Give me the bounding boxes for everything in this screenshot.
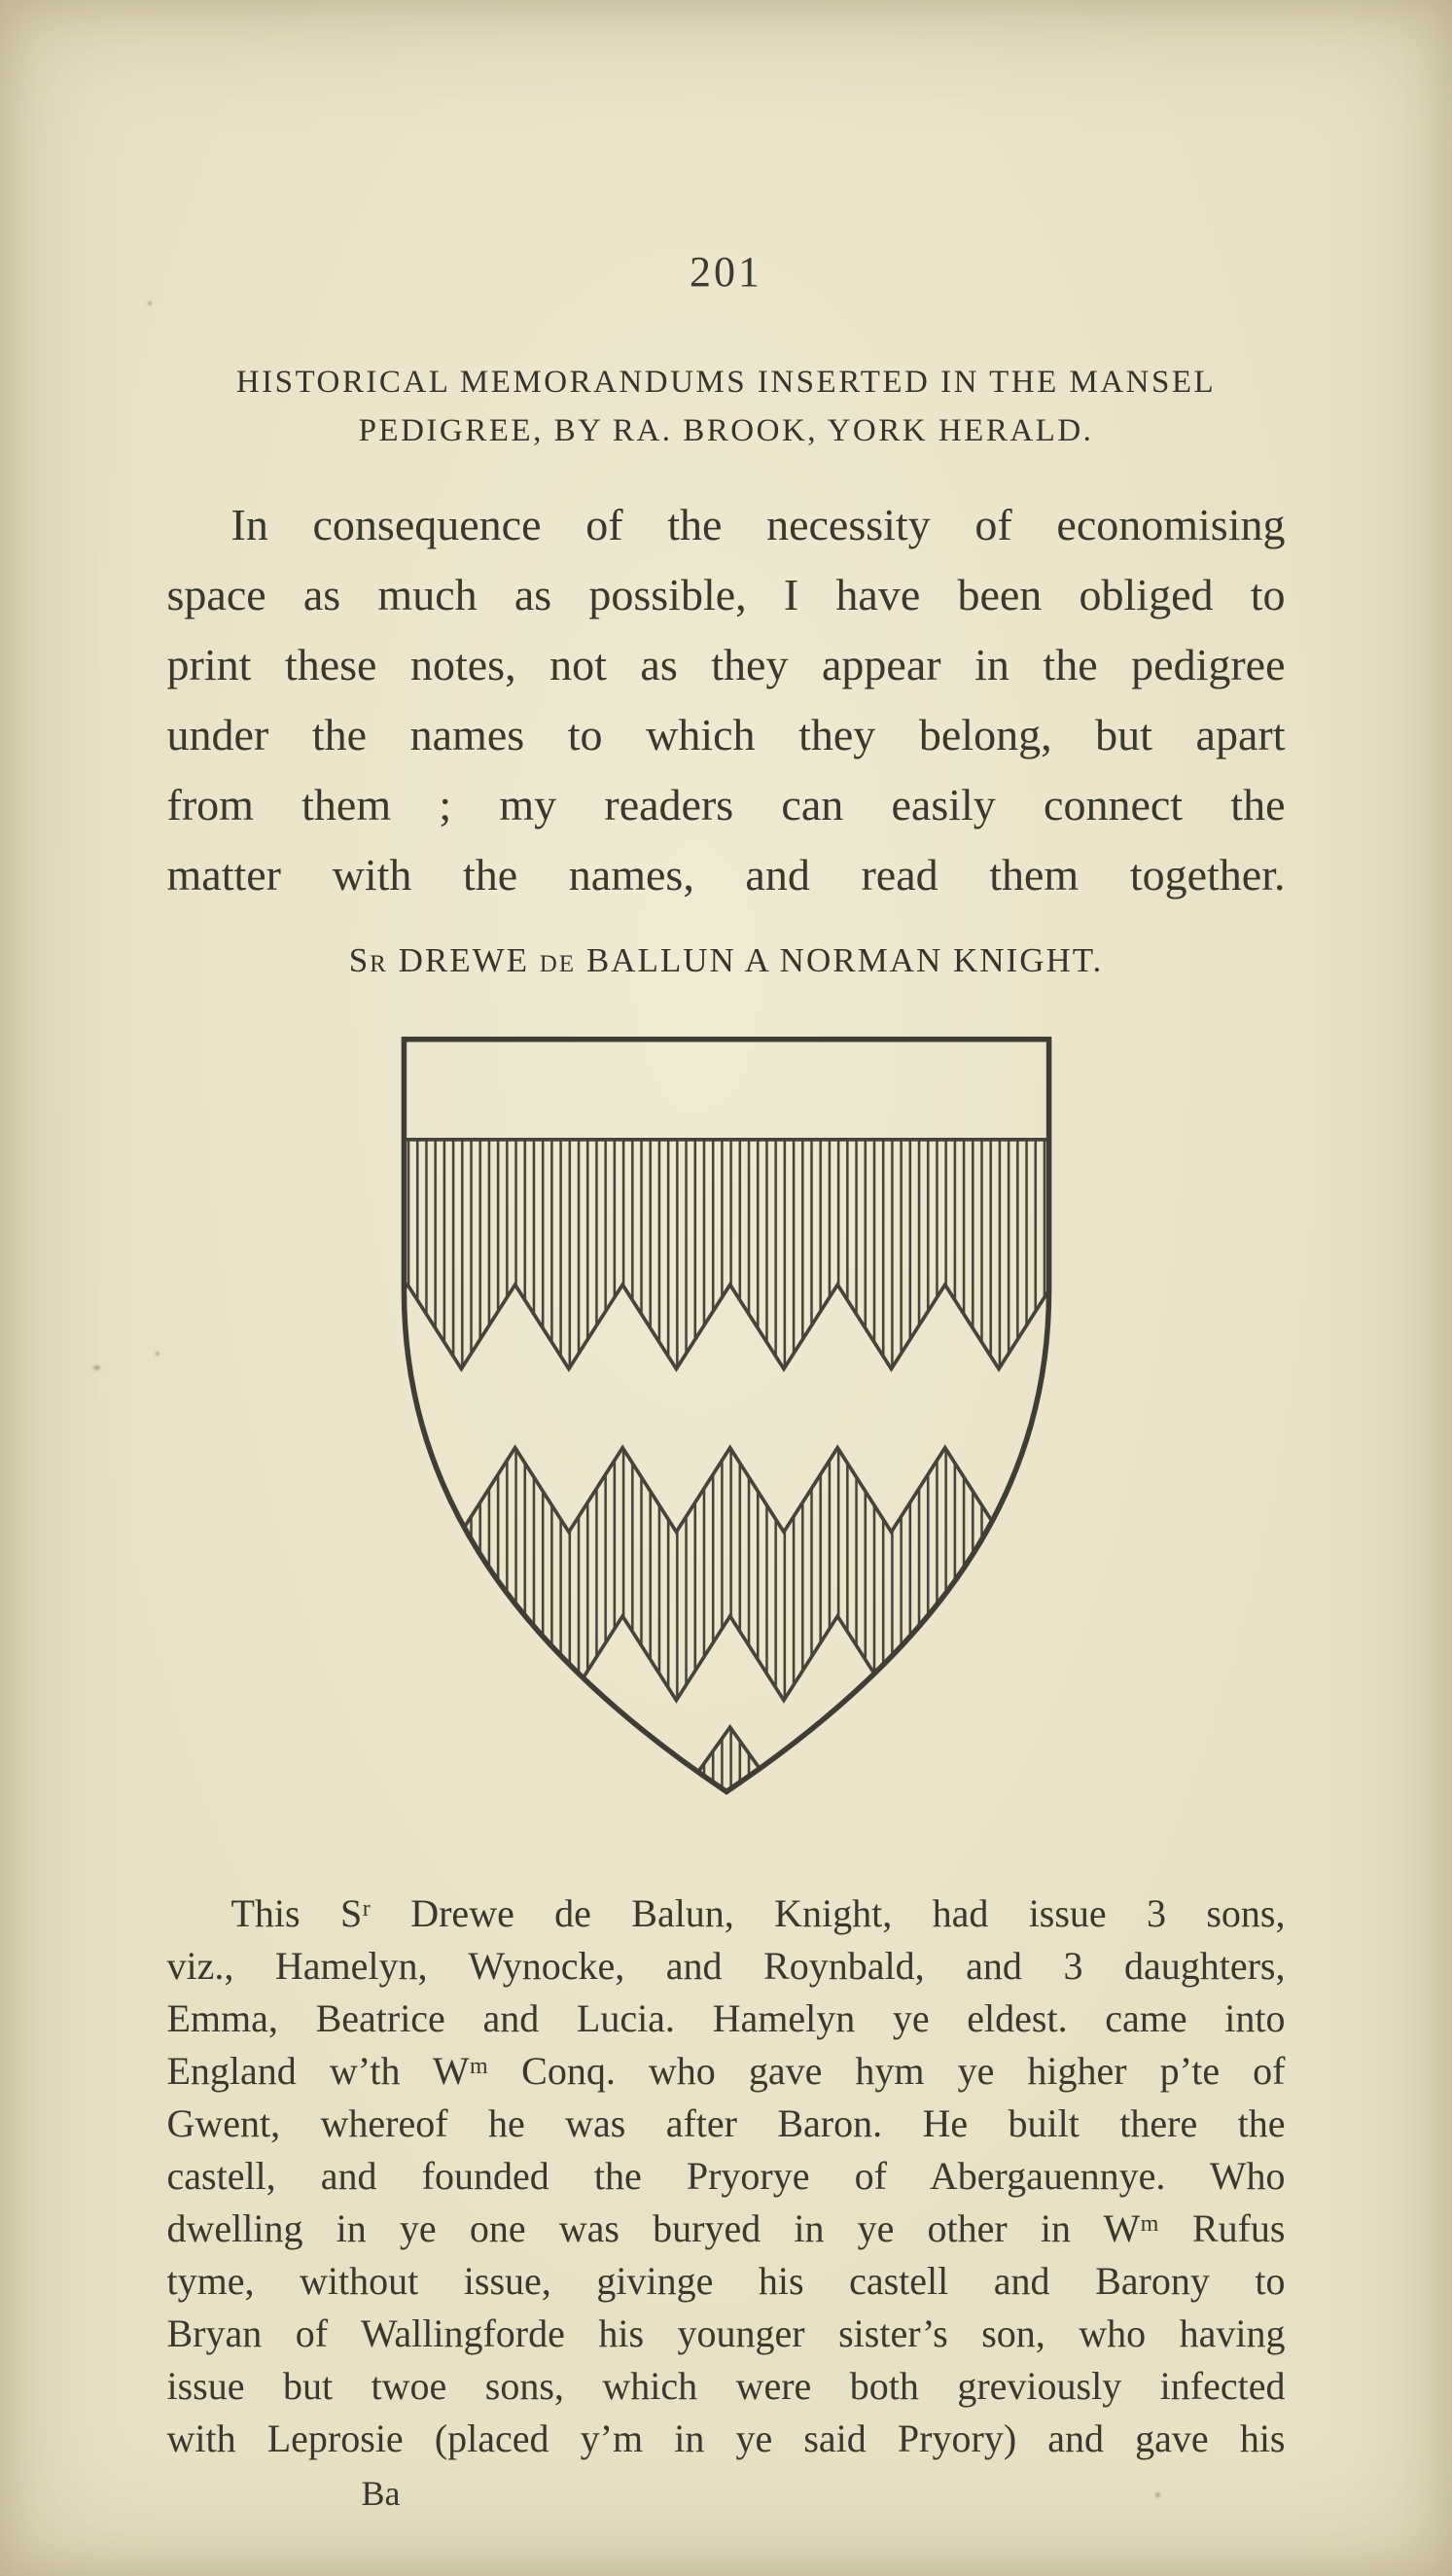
text-line: from them ; my readers can easily connect the (166, 780, 1286, 829)
text-line: dwelling in ye one was buryed in ye other in Wᵐ Rufus (166, 2205, 1286, 2250)
text-line: England w’th Wᵐ Conq. who gave hym ye higher p’te of (166, 2048, 1286, 2093)
heraldic-shield-icon (386, 1025, 1067, 1814)
text-line: This Sʳ Drewe de Balun, Knight, had issue 3 sons, (230, 1890, 1286, 1935)
page-number: 201 (690, 248, 762, 296)
bar-dancetty-1 (386, 1140, 1067, 1369)
text-line: matter with the names, and read them together. (166, 850, 1286, 900)
text-line: Bryan of Wallingforde his younger sister’s son, who having (166, 2311, 1286, 2355)
text-line: viz., Hamelyn, Wynocke, and Roynbald, and 3 daughters, (166, 1943, 1286, 1988)
text-line: with Leprosie (placed y’m in ye said Pryory) and gave his (166, 2416, 1286, 2460)
coat-of-arms-illustration (386, 1025, 1067, 1814)
text-line: Emma, Beatrice and Lucia. Hamelyn ye eldest. came into (166, 1995, 1286, 2040)
shield-bars (386, 1140, 1067, 1814)
text-line: Gwent, whereof he was after Baron. He built there the (166, 2100, 1286, 2145)
heading-line-2: PEDIGREE, BY RA. BROOK, YORK HERALD. (358, 413, 1094, 448)
text-line: castell, and founded the Pryorye of Abergauennye. Who (166, 2153, 1286, 2198)
text-line: space as much as possible, I have been obliged to (166, 570, 1286, 619)
text-line: issue but twoe sons, which were both greviously infected (166, 2363, 1286, 2408)
sub-heading: Sr DREWE de BALLUN A NORMAN KNIGHT. (348, 941, 1104, 979)
bar-dancetty-2 (386, 1448, 1067, 1701)
catchword: Ba (361, 2473, 401, 2513)
text-line: tyme, without issue, givinge his castell and Barony to (166, 2258, 1286, 2303)
heading-line-1: HISTORICAL MEMORANDUMS INSERTED IN THE MANSEL (235, 365, 1217, 400)
text-line: print these notes, not as they appear in the pedigree (166, 640, 1286, 689)
text-line: under the names to which they belong, but apart (166, 710, 1286, 759)
section-heading (0, 358, 1452, 455)
intro-paragraph (167, 490, 1286, 910)
text-line: In consequence of the necessity of economising (230, 500, 1286, 549)
body-paragraph (167, 1888, 1286, 2465)
bar-dancetty-3 (529, 1727, 923, 1813)
